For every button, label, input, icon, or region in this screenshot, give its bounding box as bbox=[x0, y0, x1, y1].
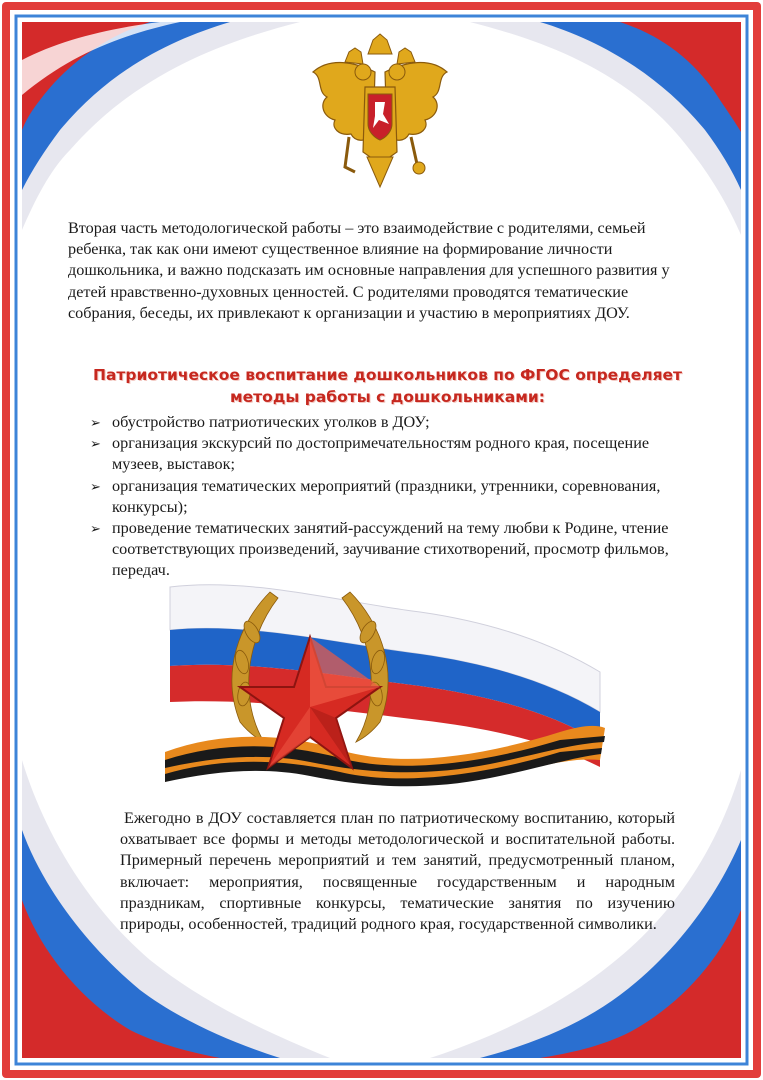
list-item-text: обустройство патриотических уголков в ДОУ; bbox=[112, 413, 430, 431]
patriotic-illustration bbox=[160, 582, 610, 802]
methods-list bbox=[90, 412, 690, 582]
intro-paragraph: Вторая часть методологической работы – это взаимодействие с родителями, семьей ребенка, так как они имеют существенное влияние на формирование личности дошкольника, и важно подсказать им основные направления для успешного развития у детей нравственно-духовных ценностей. С родителями проводятся тематические собрания, беседы, их привлекают к организации и участию в мероприятиях ДОУ. bbox=[68, 219, 670, 322]
list-item-text: организация экскурсий по достопримечательностям родного края, посещение музеев, выставок; bbox=[112, 434, 650, 474]
closing-paragraph: Ежегодно в ДОУ составляется план по патриотическому воспитанию, который охватывает все формы и методы методологической и воспитательной работы. Примерный перечень мероприятий и тем занятий, предусмотренный планом, включает: мероприятия, посвященные государственным и народным праздникам, спортивные конкурсы, тематические занятия по изучению природы, особенностей, традиций родного края, государственной символики. bbox=[120, 809, 675, 934]
russian-coat-of-arms-icon bbox=[305, 32, 455, 197]
arrow-bullet-icon: ➢ bbox=[90, 415, 101, 430]
list-item bbox=[90, 433, 690, 475]
list-item bbox=[90, 412, 690, 433]
list-item bbox=[90, 518, 690, 582]
arrow-bullet-icon: ➢ bbox=[90, 436, 101, 452]
list-item bbox=[90, 476, 690, 518]
list-item-text: проведение тематических занятий-рассуждений на тему любви к Родине, чтение соответствующих произведений, заучивание стихотворений, просмотр фильмов, передач. bbox=[112, 519, 669, 580]
arrow-bullet-icon: ➢ bbox=[90, 521, 101, 537]
section-heading bbox=[80, 364, 695, 408]
arrow-bullet-icon: ➢ bbox=[90, 478, 101, 494]
section-heading-line-2: методы работы с дошкольниками: bbox=[230, 388, 545, 406]
section-heading-line-1: Патриотическое воспитание дошкольников по ФГОС определяет bbox=[92, 366, 683, 384]
list-item-text: организация тематических мероприятий (праздники, утренники, соревнования, конкурсы); bbox=[112, 476, 661, 516]
